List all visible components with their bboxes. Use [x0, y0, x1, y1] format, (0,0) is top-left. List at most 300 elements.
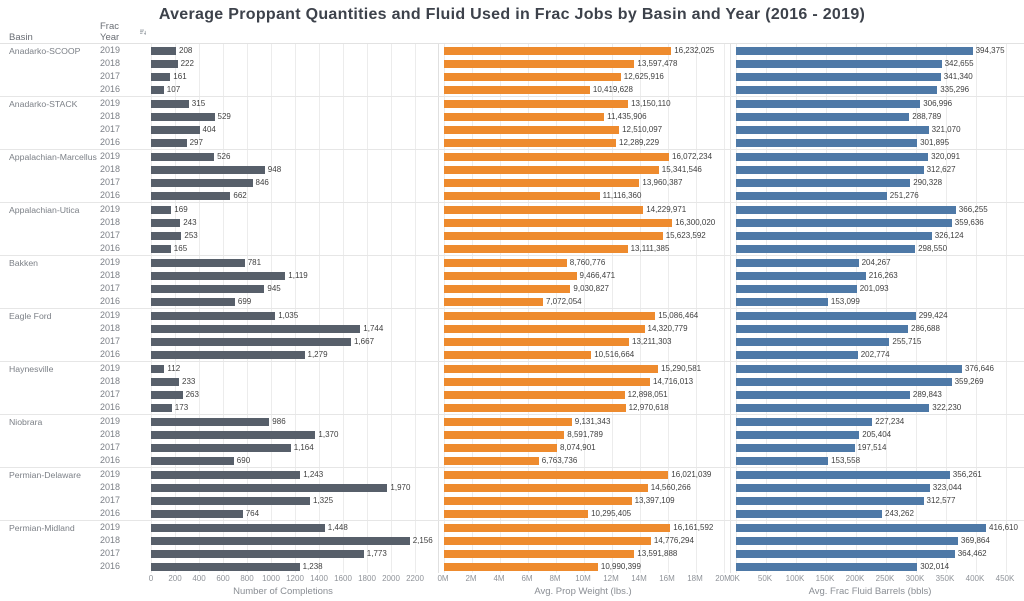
prop-weight-bar[interactable] — [444, 418, 572, 426]
prop-weight-bar[interactable] — [444, 179, 639, 187]
x-axis-tick-row — [0, 574, 1024, 584]
bar-value-label: 366,255 — [958, 205, 988, 214]
completions-bar[interactable] — [151, 391, 183, 399]
x-axis-tick: 200K — [845, 574, 865, 583]
completions-bar[interactable] — [151, 418, 269, 426]
completions-bar[interactable] — [151, 166, 265, 174]
completions-bar[interactable] — [151, 444, 291, 452]
bar-row — [731, 415, 1024, 428]
year-column — [100, 150, 146, 202]
prop-weight-bar[interactable] — [444, 126, 619, 134]
bar-row — [731, 229, 1024, 242]
bar-row — [146, 44, 438, 57]
completions-bar[interactable] — [151, 325, 360, 333]
frac-fluid-axis-title: Avg. Frac Fluid Barrels (bbls) — [808, 586, 932, 597]
bar-value-label: 8,760,776 — [569, 258, 606, 267]
prop-weight-bar[interactable] — [444, 471, 668, 479]
prop-weight-bar[interactable] — [444, 391, 625, 399]
completions-bar[interactable] — [151, 272, 285, 280]
bar-row — [146, 415, 438, 428]
prop-weight-bar[interactable] — [444, 259, 567, 267]
basin-label: Appalachian-Marcellus — [9, 152, 97, 162]
completions-bar[interactable] — [151, 60, 178, 68]
completions-panel — [146, 415, 438, 467]
prop-weight-bar[interactable] — [444, 312, 655, 320]
frac-fluid-bar[interactable] — [736, 537, 958, 545]
bar-row — [146, 216, 438, 229]
bar-value-label: 12,625,916 — [623, 72, 664, 81]
x-axis-tick: 400 — [192, 574, 206, 583]
prop-weight-bar[interactable] — [444, 365, 658, 373]
year-label: 2016 — [100, 561, 121, 571]
completions-bar[interactable] — [151, 537, 410, 545]
year-label: 2016 — [100, 402, 121, 412]
bar-value-label: 1,667 — [354, 337, 375, 346]
completions-bar[interactable] — [151, 457, 234, 465]
bar-value-label: 251,276 — [889, 191, 919, 200]
bar-value-label: 263 — [185, 390, 199, 399]
basin-label: Bakken — [9, 258, 38, 268]
bar-row — [731, 216, 1024, 229]
prop-weight-bar[interactable] — [444, 537, 651, 545]
bar-row — [731, 441, 1024, 454]
frac-fluid-bar[interactable] — [736, 338, 889, 346]
prop-weight-bar[interactable] — [444, 325, 645, 333]
frac-fluid-bar[interactable] — [736, 100, 920, 108]
bar-value-label: 321,070 — [931, 125, 961, 134]
x-axis-tick: 150K — [815, 574, 835, 583]
bar-row — [146, 97, 438, 110]
frac-fluid-bar[interactable] — [736, 113, 909, 121]
bar-value-label: 112 — [167, 364, 181, 373]
completions-bar[interactable] — [151, 351, 305, 359]
bar-value-label: 1,970 — [390, 483, 411, 492]
bar-row — [731, 97, 1024, 110]
frac-fluid-bar[interactable] — [736, 47, 973, 55]
bar-value-label: 216,263 — [868, 271, 898, 280]
bar-value-label: 356,261 — [952, 470, 982, 479]
bar-row — [731, 388, 1024, 401]
prop-weight-bar[interactable] — [444, 219, 672, 227]
bar-value-label: 11,435,906 — [607, 112, 647, 121]
prop-weight-bar[interactable] — [444, 139, 616, 147]
bar-row — [146, 57, 438, 70]
bar-value-label: 14,560,266 — [650, 483, 691, 492]
frac-fluid-bar[interactable] — [736, 391, 910, 399]
bar-row — [439, 362, 730, 375]
frac-fluid-bar[interactable] — [736, 378, 952, 386]
frac-fluid-bar[interactable] — [736, 484, 930, 492]
bar-value-label: 13,150,110 — [631, 99, 671, 108]
frac-fluid-bar[interactable] — [736, 550, 955, 558]
completions-panel — [146, 468, 438, 520]
frac-fluid-bar[interactable] — [736, 418, 872, 426]
completions-bar[interactable] — [151, 431, 315, 439]
frac-fluid-bar[interactable] — [736, 312, 916, 320]
year-label: 2018 — [100, 111, 121, 121]
bar-value-label: 312,577 — [926, 496, 956, 505]
completions-bar[interactable] — [151, 484, 387, 492]
bar-value-label: 1,279 — [307, 350, 328, 359]
axis-spacer — [0, 574, 146, 584]
prop-weight-bar[interactable] — [444, 431, 564, 439]
completions-bar[interactable] — [151, 179, 253, 187]
year-label: 2016 — [100, 190, 121, 200]
year-column — [100, 309, 146, 361]
completions-bar[interactable] — [151, 259, 245, 267]
frac-fluid-bar[interactable] — [736, 497, 924, 505]
bar-value-label: 376,646 — [965, 364, 994, 373]
bar-row — [439, 216, 730, 229]
completions-bar[interactable] — [151, 563, 300, 571]
bar-row — [731, 57, 1024, 70]
completions-bar[interactable] — [151, 550, 364, 558]
year-label: 2016 — [100, 137, 121, 147]
bar-value-label: 526 — [217, 152, 231, 161]
x-axis-tick: 800 — [240, 574, 254, 583]
bar-row — [731, 375, 1024, 388]
bar-value-label: 227,234 — [875, 417, 905, 426]
bar-row — [146, 362, 438, 375]
basin-label: Haynesville — [9, 364, 54, 374]
bar-value-label: 16,021,039 — [671, 470, 712, 479]
year-label: 2016 — [100, 455, 121, 465]
prop-weight-bar[interactable] — [444, 232, 663, 240]
frac-fluid-panel — [730, 415, 1024, 467]
bar-row — [439, 189, 730, 202]
bar-value-label: 208 — [179, 46, 193, 55]
frac-fluid-bar[interactable] — [736, 139, 917, 147]
completions-panel — [146, 44, 438, 96]
frac-fluid-bar[interactable] — [736, 206, 956, 214]
bar-row — [146, 388, 438, 401]
bar-row — [439, 269, 730, 282]
bar-value-label: 201,093 — [859, 284, 889, 293]
bar-row — [439, 110, 730, 123]
bar-row — [146, 348, 438, 361]
frac-fluid-bar[interactable] — [736, 457, 828, 465]
bar-value-label: 12,289,229 — [619, 138, 660, 147]
bar-value-label: 369,864 — [960, 536, 990, 545]
year-label: 2019 — [100, 522, 121, 532]
bar-value-label: 8,074,901 — [560, 443, 596, 452]
prop-weight-bar[interactable] — [444, 285, 570, 293]
frac-fluid-bar[interactable] — [736, 60, 942, 68]
bar-row — [146, 70, 438, 83]
bar-value-label: 1,325 — [313, 496, 334, 505]
frac-fluid-bar[interactable] — [736, 166, 924, 174]
prop-weight-bar[interactable] — [444, 100, 628, 108]
frac-fluid-bar[interactable] — [736, 365, 962, 373]
year-column — [100, 468, 146, 520]
year-label: 2016 — [100, 349, 121, 359]
bar-value-label: 197,514 — [857, 443, 887, 452]
bar-row — [146, 441, 438, 454]
bar-value-label: 161 — [173, 72, 187, 81]
bar-value-label: 322,230 — [932, 403, 962, 412]
bar-value-label: 404 — [202, 125, 216, 134]
frac-fluid-bar[interactable] — [736, 259, 859, 267]
frac-fluid-bar[interactable] — [736, 153, 928, 161]
bar-value-label: 107 — [166, 85, 181, 94]
bar-value-label: 986 — [272, 417, 286, 426]
bar-row — [731, 454, 1024, 467]
bar-row — [439, 494, 730, 507]
frac-fluid-bar[interactable] — [736, 325, 908, 333]
bar-row — [146, 256, 438, 269]
x-axis-tick: 0M — [437, 574, 449, 583]
year-label: 2019 — [100, 469, 121, 479]
year-label: 2019 — [100, 310, 121, 320]
frac-fluid-bar[interactable] — [736, 86, 937, 94]
year-label: 2016 — [100, 243, 121, 253]
prop-weight-bar[interactable] — [444, 272, 577, 280]
completions-bar[interactable] — [151, 365, 164, 373]
bar-row — [731, 481, 1024, 494]
completions-bar[interactable] — [151, 192, 230, 200]
x-axis-tick: 50K — [757, 574, 773, 583]
bar-row — [439, 415, 730, 428]
prop-weight-bar[interactable] — [444, 166, 659, 174]
x-axis-tick: 6M — [521, 574, 533, 583]
frac-fluid-bar[interactable] — [736, 192, 887, 200]
bar-value-label: 299,424 — [918, 311, 948, 320]
prop-weight-bar[interactable] — [444, 351, 591, 359]
bar-value-label: 165 — [173, 244, 188, 253]
bar-row — [731, 242, 1024, 255]
bar-row — [439, 468, 730, 481]
prop-weight-bar[interactable] — [444, 510, 588, 518]
frac-fluid-bar[interactable] — [736, 404, 929, 412]
bar-row — [731, 70, 1024, 83]
prop-weight-bar[interactable] — [444, 524, 670, 532]
year-label: 2018 — [100, 217, 121, 227]
bar-value-label: 298,550 — [918, 244, 948, 253]
prop-weight-bar[interactable] — [444, 378, 650, 386]
bar-row — [731, 348, 1024, 361]
bar-value-label: 289,843 — [912, 390, 942, 399]
frac-fluid-bar[interactable] — [736, 444, 855, 452]
frac-fluid-axis — [730, 574, 1024, 584]
completions-axis-title: Number of Completions — [233, 586, 333, 597]
frac-fluid-bar[interactable] — [736, 471, 950, 479]
bar-row — [439, 229, 730, 242]
completions-bar[interactable] — [151, 86, 164, 94]
bar-row — [439, 70, 730, 83]
frac-fluid-bar[interactable] — [736, 285, 857, 293]
prop-weight-bar[interactable] — [444, 457, 539, 465]
frac-fluid-bar[interactable] — [736, 232, 932, 240]
prop-weight-bar[interactable] — [444, 60, 634, 68]
year-label: 2017 — [100, 548, 121, 558]
bar-row — [439, 547, 730, 560]
frac-fluid-bar[interactable] — [736, 73, 941, 81]
prop-weight-bar[interactable] — [444, 298, 543, 306]
frac-fluid-bar[interactable] — [736, 510, 882, 518]
year-label: 2017 — [100, 336, 121, 346]
bar-value-label: 690 — [236, 456, 251, 465]
completions-bar[interactable] — [151, 153, 214, 161]
bar-value-label: 662 — [233, 191, 247, 200]
prop-weight-bar[interactable] — [444, 86, 590, 94]
bar-value-label: 12,970,618 — [628, 403, 669, 412]
completions-bar[interactable] — [151, 245, 171, 253]
bar-row — [731, 189, 1024, 202]
completions-bar[interactable] — [151, 139, 187, 147]
bar-row — [731, 521, 1024, 534]
completions-bar[interactable] — [151, 206, 171, 214]
bar-value-label: 341,340 — [943, 72, 973, 81]
prop-weight-bar[interactable] — [444, 444, 557, 452]
frac-fluid-bar[interactable] — [736, 298, 828, 306]
completions-bar[interactable] — [151, 471, 300, 479]
completions-bar[interactable] — [151, 113, 215, 121]
frac-fluid-bar[interactable] — [736, 219, 952, 227]
bar-value-label: 14,229,971 — [646, 205, 687, 214]
prop-weight-bar[interactable] — [444, 497, 632, 505]
bar-value-label: 335,296 — [940, 85, 970, 94]
sort-descending-icon[interactable] — [140, 29, 146, 36]
bar-value-label: 297 — [189, 138, 203, 147]
completions-bar[interactable] — [151, 100, 189, 108]
prop-weight-bar[interactable] — [444, 153, 669, 161]
bar-value-label: 16,072,234 — [672, 152, 713, 161]
prop-weight-bar[interactable] — [444, 47, 671, 55]
bar-value-label: 13,111,385 — [630, 244, 670, 253]
x-axis-tick: 2M — [465, 574, 477, 583]
frac-fluid-panel — [730, 97, 1024, 149]
bar-value-label: 320,091 — [931, 152, 961, 161]
bar-value-label: 529 — [217, 112, 231, 121]
prop-weight-axis — [438, 574, 730, 584]
prop-weight-bar[interactable] — [444, 73, 621, 81]
completions-bar[interactable] — [151, 497, 310, 505]
year-label: 2019 — [100, 204, 121, 214]
bar-row — [439, 256, 730, 269]
prop-weight-bar[interactable] — [444, 563, 598, 571]
frac-fluid-bar[interactable] — [736, 563, 917, 571]
year-label: 2018 — [100, 535, 121, 545]
frac-year-header-label: Frac Year — [100, 21, 120, 43]
frac-fluid-bar[interactable] — [736, 179, 910, 187]
prop-weight-bar[interactable] — [444, 484, 648, 492]
frac-fluid-bar[interactable] — [736, 524, 986, 532]
bar-value-label: 255,715 — [892, 337, 922, 346]
bar-row — [146, 481, 438, 494]
bar-row — [439, 309, 730, 322]
bar-value-label: 15,086,464 — [658, 311, 699, 320]
bar-value-label: 14,320,779 — [647, 324, 688, 333]
completions-bar[interactable] — [151, 524, 325, 532]
prop-weight-bar[interactable] — [444, 206, 643, 214]
bar-value-label: 394,375 — [975, 46, 1005, 55]
bar-row — [146, 401, 438, 414]
basin-label: Appalachian-Utica — [9, 205, 80, 215]
completions-bar[interactable] — [151, 232, 181, 240]
bar-value-label: 781 — [247, 258, 262, 267]
year-column — [100, 362, 146, 414]
bar-value-label: 15,290,581 — [661, 364, 702, 373]
completions-bar[interactable] — [151, 404, 172, 412]
bar-row — [146, 468, 438, 481]
basin-group — [0, 362, 1024, 415]
x-axis-tick: 20M — [715, 574, 731, 583]
completions-bar[interactable] — [151, 338, 351, 346]
bar-value-label: 204,267 — [861, 258, 891, 267]
prop-weight-bar[interactable] — [444, 192, 600, 200]
frac-fluid-panel — [730, 521, 1024, 573]
prop-weight-bar[interactable] — [444, 550, 634, 558]
year-label: 2017 — [100, 495, 121, 505]
frac-fluid-bar[interactable] — [736, 431, 859, 439]
x-axis-tick: 16M — [659, 574, 675, 583]
prop-weight-panel — [438, 203, 730, 255]
completions-bar[interactable] — [151, 47, 176, 55]
bar-value-label: 12,510,097 — [622, 125, 663, 134]
bar-row — [731, 362, 1024, 375]
bar-value-label: 1,744 — [363, 324, 384, 333]
completions-bar[interactable] — [151, 510, 243, 518]
bar-value-label: 253 — [184, 231, 198, 240]
completions-bar[interactable] — [151, 126, 200, 134]
completions-bar[interactable] — [151, 312, 275, 320]
frac-fluid-bar[interactable] — [736, 272, 866, 280]
bar-row — [731, 150, 1024, 163]
frac-fluid-bar[interactable] — [736, 245, 915, 253]
prop-weight-panel — [438, 468, 730, 520]
prop-weight-bar[interactable] — [444, 245, 628, 253]
frac-fluid-bar[interactable] — [736, 126, 929, 134]
bar-row — [146, 136, 438, 149]
bar-value-label: 202,774 — [860, 350, 890, 359]
bar-value-label: 764 — [245, 509, 260, 518]
bar-row — [146, 176, 438, 189]
bar-value-label: 6,763,736 — [541, 456, 578, 465]
bar-row — [146, 375, 438, 388]
bar-row — [731, 123, 1024, 136]
completions-bar[interactable] — [151, 378, 179, 386]
bar-row — [731, 110, 1024, 123]
prop-weight-bar[interactable] — [444, 404, 626, 412]
year-label: 2017 — [100, 177, 121, 187]
bar-value-label: 1,773 — [366, 549, 387, 558]
completions-panel — [146, 150, 438, 202]
prop-weight-bar[interactable] — [444, 113, 604, 121]
frac-fluid-panel — [730, 256, 1024, 308]
bar-row — [439, 123, 730, 136]
completions-bar[interactable] — [151, 298, 235, 306]
basin-group — [0, 468, 1024, 521]
bar-value-label: 13,591,888 — [637, 549, 678, 558]
frac-fluid-bar[interactable] — [736, 351, 858, 359]
prop-weight-bar[interactable] — [444, 338, 629, 346]
bar-row — [439, 136, 730, 149]
completions-bar[interactable] — [151, 285, 264, 293]
basin-group — [0, 521, 1024, 573]
basin-header-label: Basin — [9, 32, 33, 43]
completions-bar[interactable] — [151, 219, 180, 227]
bar-value-label: 846 — [255, 178, 269, 187]
bar-row — [439, 534, 730, 547]
bar-row — [731, 468, 1024, 481]
bar-row — [731, 256, 1024, 269]
year-label: 2016 — [100, 296, 121, 306]
completions-bar[interactable] — [151, 73, 170, 81]
bar-row — [731, 335, 1024, 348]
bar-value-label: 364,462 — [957, 549, 987, 558]
bar-row — [146, 83, 438, 96]
bar-row — [146, 269, 438, 282]
